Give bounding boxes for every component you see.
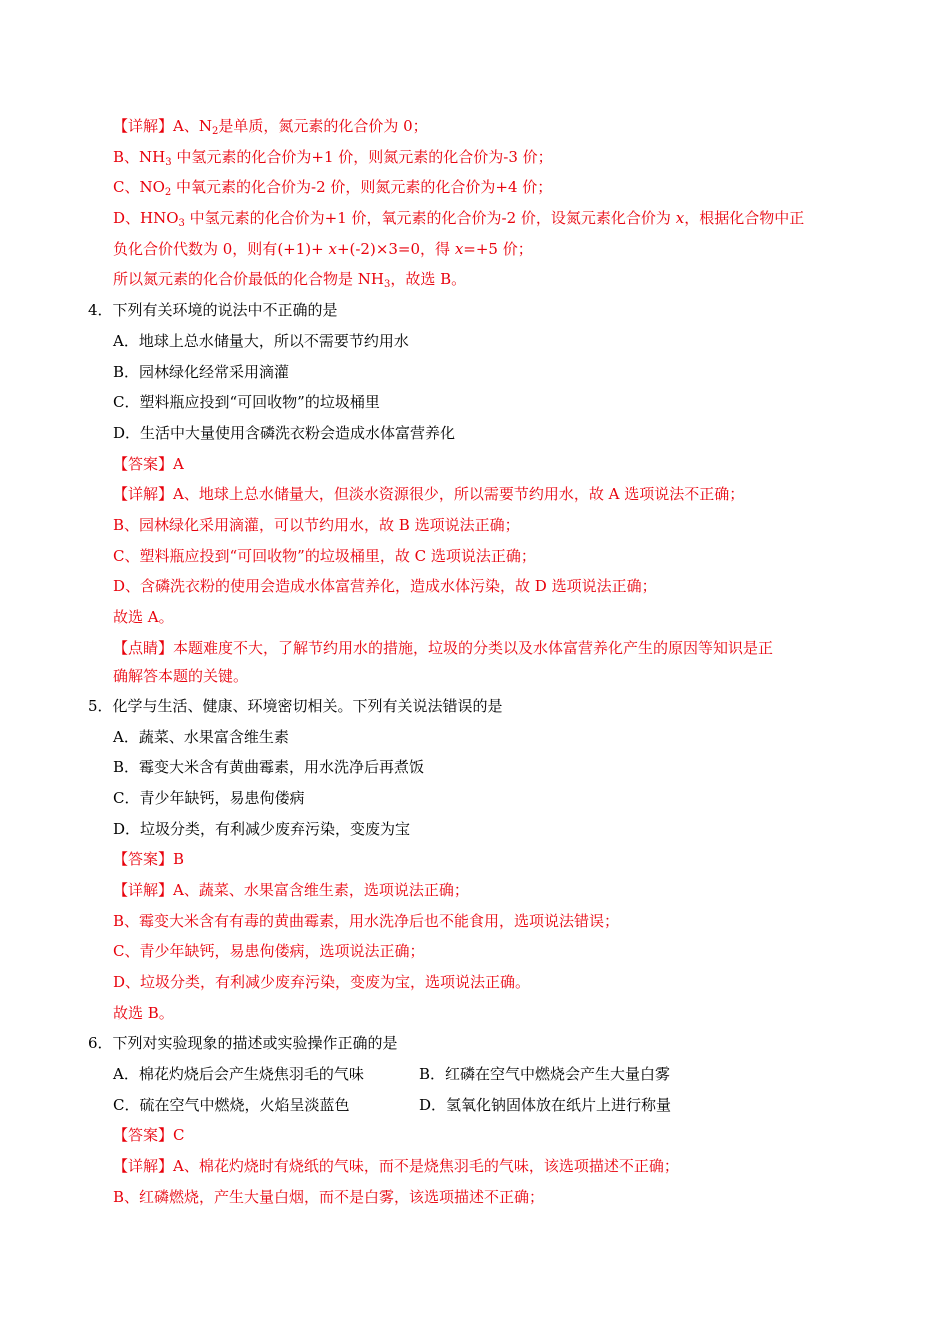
- q4-conclusion: 故选 A。: [113, 608, 174, 626]
- q4-option-d: D．生活中大量使用含磷洗衣粉会造成水体富营养化: [113, 424, 456, 442]
- q4-detail-line-2: B、园林绿化采用滴灌，可以节约用水，故 B 选项说法正确；: [113, 516, 520, 534]
- q6-stem: 6．下列对实验现象的描述或实验操作正确的是: [88, 1034, 398, 1052]
- q5-detail-line-3: C、青少年缺钙，易患佝偻病，选项说法正确；: [113, 942, 425, 960]
- q4-option-a: A．地球上总水储量大，所以不需要节约用水: [113, 332, 409, 350]
- q6-detail-line-2: B、红磷燃烧，产生大量白烟，而不是白雾，该选项描述不正确；: [113, 1188, 545, 1206]
- q4-detail-line-3: C、塑料瓶应投到“可回收物”的垃圾桶里，故 C 选项说法正确；: [113, 547, 536, 565]
- q3-detail-line-3: C、$NO_2$ 中氧元素的化合价为-2 价，则氮元素的化合价为+4 价；: [113, 178, 553, 198]
- q4-option-b: B．园林绿化经常采用滴灌: [113, 363, 290, 381]
- q3-detail-line-2: B、$NH_3$ 中氢元素的化合价为+1 价，则氮元素的化合价为-3 价；: [113, 148, 553, 168]
- q5-answer: 【答案】B: [113, 850, 185, 868]
- q5-detail-line-1: 【详解】A、蔬菜、水果富含维生素，选项说法正确；: [113, 881, 469, 899]
- q4-stem: 4．下列有关环境的说法中不正确的是: [88, 301, 338, 319]
- q5-option-c: C．青少年缺钙，易患佝偻病: [113, 789, 305, 807]
- q4-note-line-2: 确解答本题的关键。: [113, 667, 249, 685]
- q6-option-c: C．硫在空气中燃烧，火焰呈淡蓝色: [113, 1096, 350, 1114]
- q4-option-c: C．塑料瓶应投到“可回收物”的垃圾桶里: [113, 393, 380, 411]
- q5-detail-line-2: B、霉变大米含有有毒的黄曲霉素，用水洗净后也不能食用，选项说法错误；: [113, 912, 620, 930]
- q4-detail-line-1: 【详解】A、地球上总水储量大，但淡水资源很少，所以需要节约用水，故 A 选项说法不正确；: [113, 485, 745, 503]
- q5-conclusion: 故选 B。: [113, 1004, 174, 1022]
- q4-answer: 【答案】A: [113, 455, 184, 473]
- q6-answer: 【答案】C: [113, 1126, 185, 1144]
- q5-option-d: D．垃圾分类，有利减少废弃污染，变废为宝: [113, 820, 411, 838]
- q5-detail-line-4: D、垃圾分类，有利减少废弃污染，变废为宝，选项说法正确。: [113, 973, 531, 991]
- q3-detail-line-1: 【详解】A、$N_2$是单质，氮元素的化合价为 0；: [113, 117, 428, 137]
- q5-stem: 5．化学与生活、健康、环境密切相关。下列有关说法错误的是: [88, 697, 503, 715]
- q6-detail-line-1: 【详解】A、棉花灼烧时有烧纸的气味，而不是烧焦羽毛的气味，该选项描述不正确；: [113, 1157, 679, 1175]
- q4-detail-line-4: D、含磷洗衣粉的使用会造成水体富营养化，造成水体污染，故 D 选项说法正确；: [113, 577, 657, 595]
- q3-detail-line-5: 负化合价代数为 0，则有(+1)+ x+(-2)×3=0，得 x=+5 价；: [113, 240, 533, 258]
- q5-option-a: A．蔬菜、水果富含维生素: [113, 728, 289, 746]
- q4-note-line-1: 【点睛】本题难度不大，了解节约用水的措施，垃圾的分类以及水体富营养化产生的原因等知识是正: [113, 639, 774, 657]
- q5-option-b: B．霉变大米含有黄曲霉素，用水洗净后再煮饭: [113, 758, 425, 776]
- q3-detail-line-4: D、$HNO_3$ 中氢元素的化合价为+1 价，氧元素的化合价为-2 价，设氮元素化合价为 x，根据化合物中正: [113, 209, 805, 229]
- q6-option-b: B．红磷在空气中燃烧会产生大量白雾: [419, 1065, 671, 1083]
- q6-option-a: A．棉花灼烧后会产生烧焦羽毛的气味: [113, 1065, 364, 1083]
- q3-conclusion: 所以氮元素的化合价最低的化合物是 $NH_3$，故选 B。: [113, 270, 467, 290]
- q6-option-d: D．氢氧化钠固体放在纸片上进行称量: [419, 1096, 672, 1114]
